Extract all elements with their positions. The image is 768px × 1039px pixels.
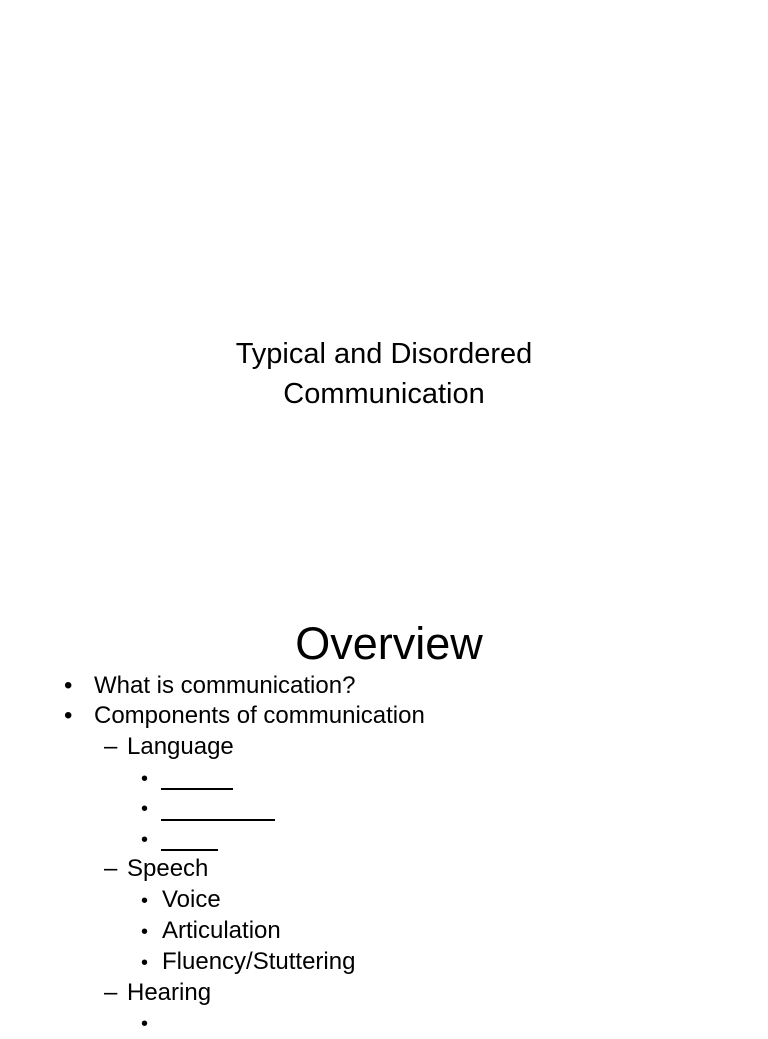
- title-line-1: Typical and Disordered: [235, 338, 533, 370]
- title-slide-heading: [0, 334, 768, 414]
- language-blank-1: [161, 788, 233, 790]
- speech-item-fluency: Fluency/Stuttering: [162, 948, 356, 975]
- bullet-marker: •: [64, 672, 73, 699]
- bullet-marker: •: [141, 890, 149, 912]
- bullet-marker: •: [141, 952, 149, 974]
- overview-item-components: Components of communication: [94, 702, 425, 729]
- speech-item-articulation: Articulation: [162, 917, 281, 944]
- sub-item-speech: Speech: [127, 855, 209, 882]
- dash-marker: –: [104, 855, 118, 882]
- sub-item-hearing: Hearing: [127, 979, 212, 1006]
- bullet-marker: •: [141, 829, 149, 851]
- speech-item-voice: Voice: [162, 886, 221, 913]
- overview-title: Overview: [295, 618, 483, 669]
- overview-item-what-is-communication: What is communication?: [94, 672, 356, 699]
- sub-item-language: Language: [127, 733, 234, 760]
- bullet-marker: •: [64, 702, 73, 729]
- bullet-marker: •: [141, 1013, 149, 1035]
- language-blank-2: [161, 819, 275, 821]
- dash-marker: –: [104, 979, 118, 1006]
- bullet-marker: •: [141, 768, 149, 790]
- title-line-2: Communication: [283, 378, 485, 410]
- bullet-marker: •: [141, 921, 149, 943]
- bullet-marker: •: [141, 798, 149, 820]
- language-blank-3: [161, 849, 218, 851]
- dash-marker: –: [104, 733, 118, 760]
